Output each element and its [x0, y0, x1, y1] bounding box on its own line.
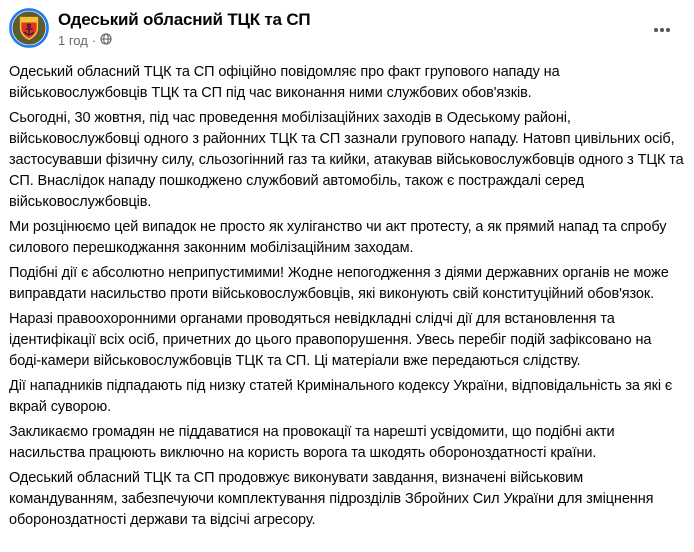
post-timestamp-link[interactable]: 1 год	[58, 32, 88, 48]
ellipsis-icon	[654, 28, 670, 32]
post-meta-row	[58, 32, 310, 49]
post-paragraph: Одеський обласний ТЦК та СП продовжує виконувати завдання, визначені військовим командуванням, забезпечуючи комплектування підрозділів Збройних Сил України для зміцнення обороноздатності держави та відсічі агресору.	[9, 470, 654, 528]
post-paragraph: Сьогодні, 30 жовтня, під час проведення мобілізаційних заходів в Одеському районі, військовослужбовці одного з районних ТЦК та СП зазнали групового нападу. Натовп цивільних осіб, застосувавши фізичну силу, сльозогінний газ та кийки, атакував військовослужбовців одного з ТЦК та СП. Внаслідок нападу пошкоджено службовий автомобіль, також є постраждалі серед військовослужбовців.	[9, 110, 684, 210]
globe-icon	[100, 33, 112, 49]
post-header	[9, 8, 685, 49]
post-paragraph: Наразі правоохоронними органами проводяться невідкладні слідчі дії для встановлення та ідентифікації всіх осіб, причетних до цього правопорушення. Увесь перебіг подій зафіксовано на боді-камери військовослужбовців ТЦК та СП. Ці матеріали вже передаються слідству.	[9, 311, 652, 369]
meta-separator: ·	[91, 32, 97, 48]
page-name-link[interactable]: Одеський обласний ТЦК та СП	[58, 10, 311, 29]
post-paragraph: Одеський обласний ТЦК та СП офіційно повідомляє про факт групового нападу на військовослужбовців ТЦК та СП під час виконання ними службових обов'язків.	[9, 64, 560, 101]
post-paragraph: Ми розцінюємо цей випадок не просто як хуліганство чи акт протесту, а як прямий напад та спробу силового перешкоджання законним мобілізаційним заходам.	[9, 219, 667, 256]
more-options-button[interactable]	[646, 18, 678, 42]
post-text	[9, 62, 685, 531]
header-meta	[58, 8, 310, 49]
post-paragraph: Подібні дії є абсолютно неприпустимими! Жодне непогодження з діями державних органів не може виправдати насильство проти військовослужбовців, які виконують свій конституційний обов'язок.	[9, 265, 669, 302]
odesa-tcc-emblem-icon	[9, 8, 49, 48]
post-paragraph: Дії нападників підпадають під низку статей Кримінального кодексу України, відповідальність за які є вкрай суворою.	[9, 378, 673, 415]
post-paragraph: Закликаємо громадян не піддаватися на провокації та нарешті усвідомити, що подібні акти насильства працюють виключно на користь ворога та шкодять обороноздатності країни.	[9, 424, 615, 461]
page-avatar[interactable]	[9, 8, 49, 48]
